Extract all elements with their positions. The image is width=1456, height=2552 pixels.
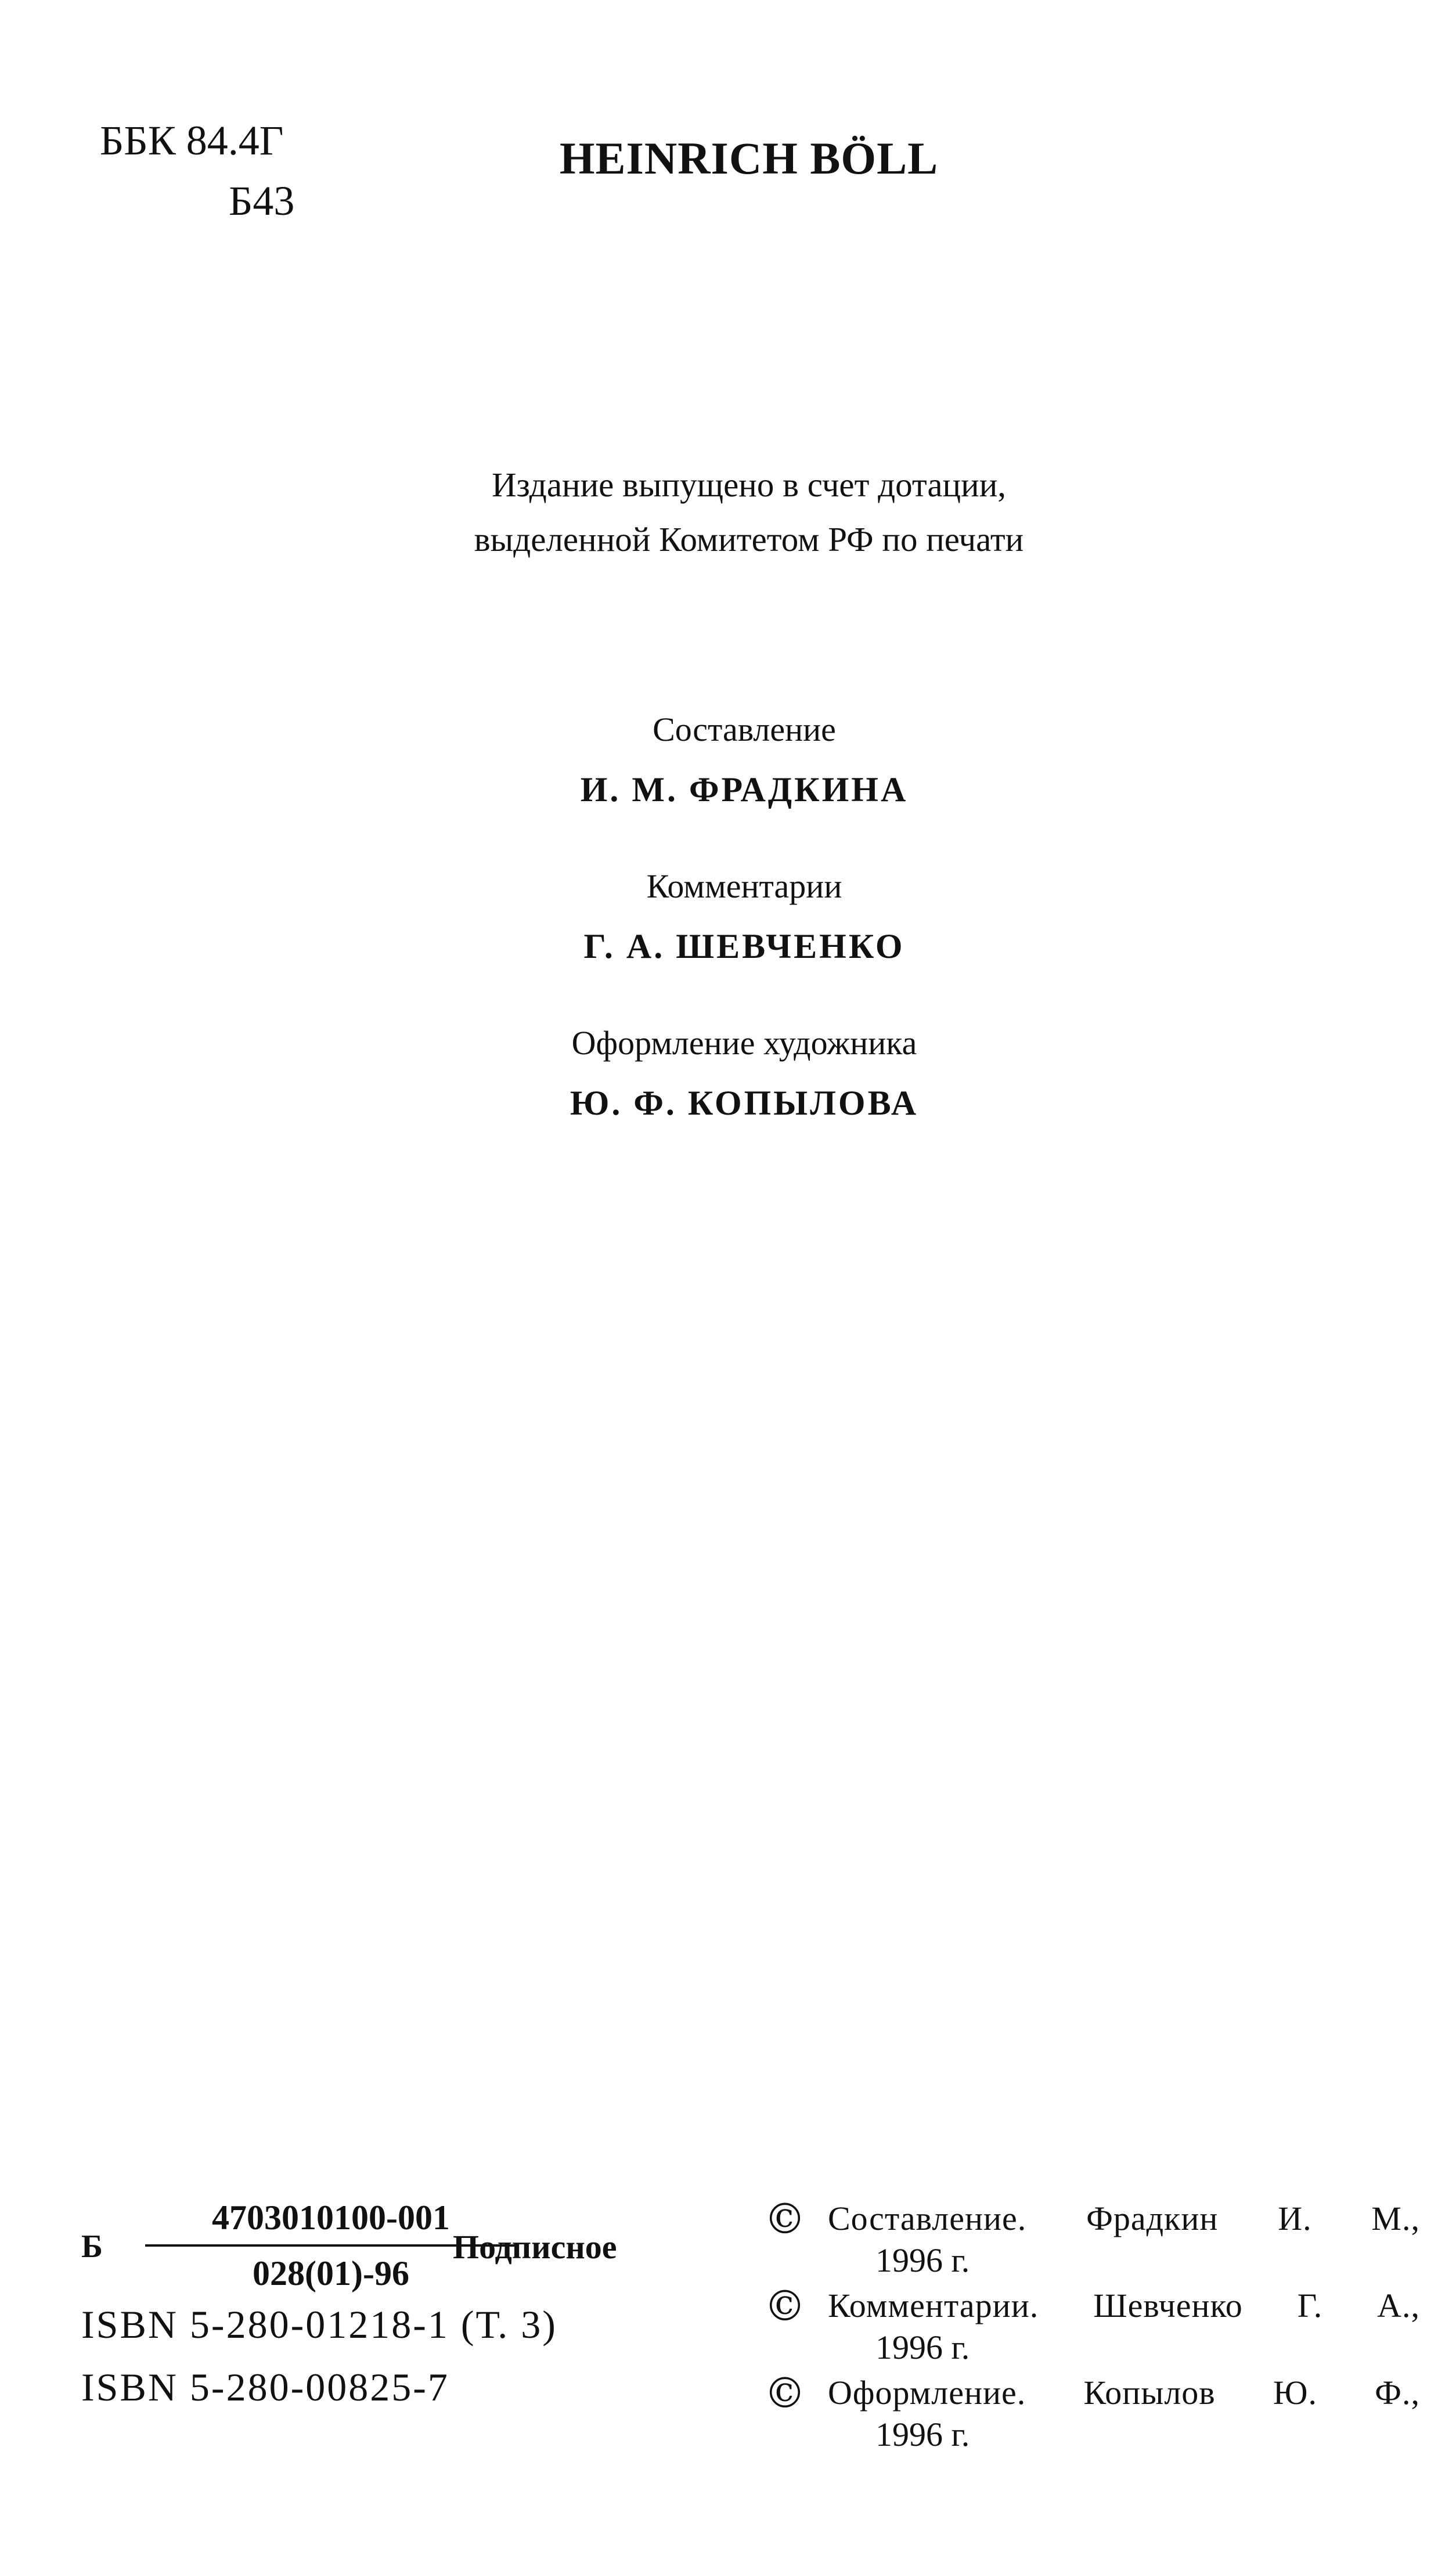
copyright-year: 1996 г. bbox=[875, 2241, 970, 2279]
credit-compiler bbox=[0, 713, 1456, 807]
credit-name: И. М. ФРАДКИНА bbox=[580, 770, 909, 809]
index-code-numerator: 4703010100-001 bbox=[212, 2198, 450, 2237]
credits bbox=[0, 713, 1456, 1120]
credit-design bbox=[0, 1026, 1456, 1120]
copyright-icon: © bbox=[764, 2281, 806, 2330]
credit-name: Г. А. ШЕВЧЕНКО bbox=[583, 927, 905, 965]
copyright-item bbox=[764, 2281, 1420, 2369]
copyright-notices bbox=[764, 2194, 1420, 2456]
copyright-year: 1996 г. bbox=[875, 2328, 970, 2366]
copyright-text: Составление. Фрадкин И. М., bbox=[828, 2200, 1420, 2237]
bbk-code: ББК 84.4Г bbox=[100, 117, 284, 164]
subsidy-line-2: выделенной Комитетом РФ по печати bbox=[474, 520, 1024, 558]
index-code bbox=[81, 2200, 685, 2293]
author-sign-text: Б43 bbox=[229, 178, 295, 224]
author-sign bbox=[100, 180, 294, 222]
index-code-denominator: 028(01)-96 bbox=[253, 2254, 409, 2293]
credit-role: Составление bbox=[653, 711, 836, 748]
copyright-text: Оформление. Копылов Ю. Ф., bbox=[828, 2374, 1420, 2412]
credit-role: Оформление художника bbox=[571, 1024, 917, 1062]
credit-commentary bbox=[0, 867, 1456, 965]
copyright-icon: © bbox=[764, 2194, 806, 2243]
subscription-label: Подписное bbox=[453, 2228, 617, 2266]
copyright-year: 1996 г. bbox=[875, 2416, 970, 2453]
isbn-set: ISBN 5-280-00825-7 bbox=[81, 2365, 449, 2409]
copyright-item bbox=[764, 2194, 1420, 2281]
copyright-text: Комментарии. Шевченко Г. А., bbox=[828, 2287, 1420, 2324]
subsidy-note bbox=[0, 457, 1456, 567]
copyright-icon: © bbox=[764, 2369, 806, 2417]
index-code-prefix: Б bbox=[81, 2229, 103, 2265]
copyright-item bbox=[764, 2369, 1420, 2456]
isbn-volume: ISBN 5-280-01218-1 (Т. 3) bbox=[81, 2302, 557, 2346]
author-name-latin: HEINRICH BÖLL bbox=[559, 133, 939, 183]
credit-name: Ю. Ф. КОПЫЛОВА bbox=[570, 1084, 919, 1122]
subsidy-line-1: Издание выпущено в счет дотации, bbox=[491, 466, 1007, 504]
credit-role: Комментарии bbox=[646, 867, 842, 905]
